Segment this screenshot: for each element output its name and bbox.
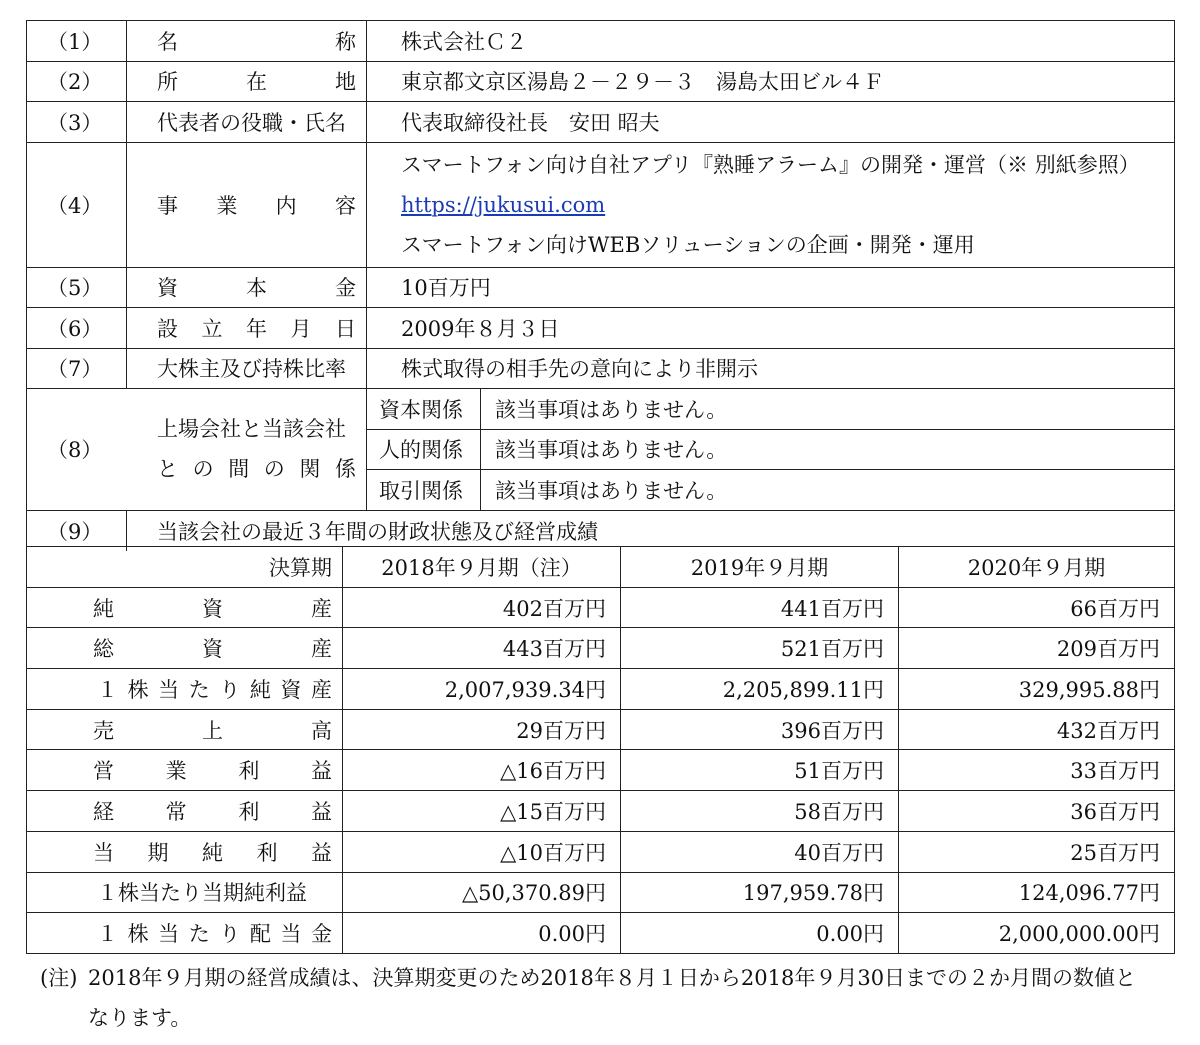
value-fy2020: 209百万円: [899, 628, 1175, 669]
financial-row-label: [27, 709, 343, 750]
relations-label: [127, 409, 366, 489]
row-value: 株式会社Ｃ２: [367, 21, 1175, 62]
value-fy2018: 29百万円: [343, 709, 621, 750]
relation-value: 該当事項はありません。: [481, 389, 1175, 430]
row-label: [127, 308, 367, 349]
label-char: 在: [246, 70, 267, 95]
label-char: 資: [202, 637, 223, 662]
financial-row-label: [27, 913, 343, 954]
label-char: 設: [157, 316, 178, 341]
value-fy2020: 329,995.88円: [899, 669, 1175, 710]
label-char: 純: [202, 840, 223, 865]
info-row-established: [27, 308, 1175, 349]
business-line-app: スマートフォン向け自社アプリ『熟睡アラーム』の開発・運営（※ 別紙参照）: [401, 152, 1140, 177]
row-label: [127, 142, 367, 267]
label-char: 益: [310, 759, 332, 784]
row-number: （7）: [27, 348, 127, 389]
financial-row: [27, 791, 1175, 832]
label-char: 当: [158, 922, 180, 947]
row-label: [127, 267, 367, 308]
financial-row: [27, 831, 1175, 872]
company-overview-table: [26, 20, 1175, 551]
info-row-shareholders: [27, 348, 1175, 389]
financial-row: [27, 872, 1175, 913]
label-char: 称: [335, 29, 356, 54]
label-char: 資: [202, 596, 223, 621]
label-char: 株: [127, 922, 149, 947]
row-number: （5）: [27, 267, 127, 308]
relations-label-line1: 上場会社と当該会社: [157, 417, 346, 442]
label-char: 産: [310, 677, 332, 702]
label-char: 日: [335, 316, 356, 341]
label-char: 内: [275, 193, 297, 218]
label-char: １: [97, 922, 118, 947]
header-fy2018: 2018年９月期（注）: [343, 547, 621, 588]
label-char: 関: [299, 457, 321, 482]
row-label: [127, 61, 367, 102]
row-value: 2009年８月３日: [367, 308, 1175, 349]
row-number: （1）: [27, 21, 127, 62]
info-row-relations-1: [27, 389, 1175, 430]
relations-label-line2: [157, 449, 356, 489]
label-char: 営: [93, 759, 114, 784]
label-char: 純: [93, 596, 114, 621]
row-number: （6）: [27, 308, 127, 349]
label-char: と: [157, 457, 178, 482]
label-char: の: [192, 457, 214, 482]
label-char: 当: [93, 840, 114, 865]
label-char: 事: [157, 193, 178, 218]
footnote-marker: (注): [40, 966, 78, 990]
label-char: 金: [310, 922, 332, 947]
label-char: 益: [311, 840, 332, 865]
label-char: 所: [157, 70, 178, 95]
label-char: 立: [201, 316, 223, 341]
info-row-capital: [27, 267, 1175, 308]
relation-type: 人的関係: [367, 429, 481, 470]
label-char: 配: [249, 922, 271, 947]
info-row-section9: [27, 510, 1175, 551]
label-char: 上: [202, 718, 223, 743]
row-value: 10百万円: [367, 267, 1175, 308]
financial-row: [27, 750, 1175, 791]
row-number: （4）: [27, 142, 127, 267]
info-row-representative: [27, 102, 1175, 143]
label-char: た: [188, 677, 210, 702]
relation-type: 取引関係: [367, 470, 481, 511]
header-fy2020: 2020年９月期: [899, 547, 1175, 588]
value-fy2018: 402百万円: [343, 587, 621, 628]
header-fy2019: 2019年９月期: [621, 547, 899, 588]
label-char: 利: [256, 840, 278, 865]
value-fy2019: 51百万円: [621, 750, 899, 791]
label-char: 当: [158, 677, 180, 702]
label-char: 資: [157, 276, 178, 301]
relation-type: 資本関係: [367, 389, 481, 430]
label-char: 係: [334, 457, 356, 482]
label-char: 総: [93, 637, 114, 662]
value-fy2020: 25百万円: [899, 831, 1175, 872]
business-description: [367, 142, 1175, 267]
label-char: 純: [249, 677, 271, 702]
value-fy2020: 432百万円: [899, 709, 1175, 750]
label-char: 資: [280, 677, 302, 702]
label-text: 大株主及び持株比率: [157, 357, 346, 382]
row-number: （2）: [27, 61, 127, 102]
financial-row-label: [27, 750, 343, 791]
value-fy2020: 33百万円: [899, 750, 1175, 791]
row-value: 株式取得の相手先の意向により非開示: [367, 348, 1175, 389]
info-row-business: [27, 142, 1175, 267]
row-value: 代表取締役社長 安田 昭夫: [367, 102, 1175, 143]
financial-row: [27, 587, 1175, 628]
label-char: 株: [127, 677, 149, 702]
label-char: 月: [290, 316, 312, 341]
value-fy2018: 443百万円: [343, 628, 621, 669]
label-text: 代表者の役職・氏名: [157, 110, 346, 135]
row-number: （9）: [27, 510, 127, 551]
value-fy2018: 0.00円: [343, 913, 621, 954]
financial-row: [27, 669, 1175, 710]
label-char: 期: [147, 840, 169, 865]
financial-row-label: [27, 628, 343, 669]
financial-row: [27, 709, 1175, 750]
label-char: 業: [165, 759, 187, 784]
relation-value: 該当事項はありません。: [481, 470, 1175, 511]
value-fy2018: 2,007,939.34円: [343, 669, 621, 710]
label-char: 本: [246, 276, 267, 301]
value-fy2019: 441百万円: [621, 587, 899, 628]
financial-row: [27, 628, 1175, 669]
label-char: １株当たり当期純利益: [97, 881, 307, 906]
label-char: 名: [157, 29, 178, 54]
value-fy2019: 58百万円: [621, 791, 899, 832]
value-fy2020: 124,096.77円: [899, 872, 1175, 913]
value-fy2018: △15百万円: [343, 791, 621, 832]
row-label: [127, 102, 367, 143]
financial-header-row: [27, 547, 1175, 588]
label-char: 地: [335, 70, 356, 95]
value-fy2019: 521百万円: [621, 628, 899, 669]
value-fy2020: 36百万円: [899, 791, 1175, 832]
financial-table: [26, 546, 1175, 954]
value-fy2019: 40百万円: [621, 831, 899, 872]
label-char: 常: [165, 799, 187, 824]
financial-row-label: [27, 791, 343, 832]
label-char: た: [188, 922, 210, 947]
label-char: 経: [93, 799, 114, 824]
financial-row: [27, 913, 1175, 954]
row-number: （8）: [47, 438, 103, 463]
label-char: 利: [238, 799, 260, 824]
label-char: 益: [310, 799, 332, 824]
value-fy2018: △16百万円: [343, 750, 621, 791]
value-fy2020: 66百万円: [899, 587, 1175, 628]
label-char: 産: [311, 637, 332, 662]
info-row-name: [27, 21, 1175, 62]
financial-row-label: [27, 831, 343, 872]
info-row-address: [27, 61, 1175, 102]
row-label: [127, 348, 367, 389]
financial-body: [27, 587, 1175, 953]
value-fy2018: △10百万円: [343, 831, 621, 872]
value-fy2019: 0.00円: [621, 913, 899, 954]
company-website-link[interactable]: https://jukusui.com: [401, 192, 606, 217]
label-char: 年: [246, 316, 267, 341]
row-value: 東京都文京区湯島２－２９－３ 湯島太田ビル４Ｆ: [367, 61, 1175, 102]
value-fy2020: 2,000,000.00円: [899, 913, 1175, 954]
relation-value: 該当事項はありません。: [481, 429, 1175, 470]
label-char: １: [97, 677, 118, 702]
footnote-line2: なります。: [88, 1006, 192, 1030]
label-char: 産: [311, 596, 332, 621]
section9-title: [127, 510, 1175, 551]
financial-row-label: [27, 872, 343, 913]
label-char: の: [263, 457, 285, 482]
label-char: 当: [280, 922, 302, 947]
label-char: 間: [228, 457, 250, 482]
value-fy2019: 2,205,899.11円: [621, 669, 899, 710]
label-char: 利: [238, 759, 260, 784]
label-char: 高: [311, 718, 332, 743]
value-fy2018: △50,370.89円: [343, 872, 621, 913]
business-line-web: スマートフォン向けWEBソリューションの企画・開発・運用: [401, 232, 975, 257]
section9-label: 当該会社の最近３年間の財政状態及び経営成績: [157, 519, 598, 544]
footnote-line1: 2018年９月期の経営成績は、決算期変更のため2018年８月１日から2018年９月30日までの２か月間の数値と: [88, 966, 1137, 990]
label-char: 業: [216, 193, 238, 218]
relations-label-cell: [27, 389, 367, 511]
label-char: 金: [335, 276, 356, 301]
row-number: （3）: [27, 102, 127, 143]
header-period-label: 決算期: [27, 547, 343, 588]
label-char: 売: [93, 718, 114, 743]
value-fy2019: 396百万円: [621, 709, 899, 750]
financial-row-label: [27, 587, 343, 628]
row-label: [127, 21, 367, 62]
value-fy2019: 197,959.78円: [621, 872, 899, 913]
label-char: り: [219, 922, 241, 947]
financial-row-label: [27, 669, 343, 710]
label-char: り: [219, 677, 241, 702]
footnote: [40, 958, 1175, 1038]
label-char: 容: [334, 193, 356, 218]
